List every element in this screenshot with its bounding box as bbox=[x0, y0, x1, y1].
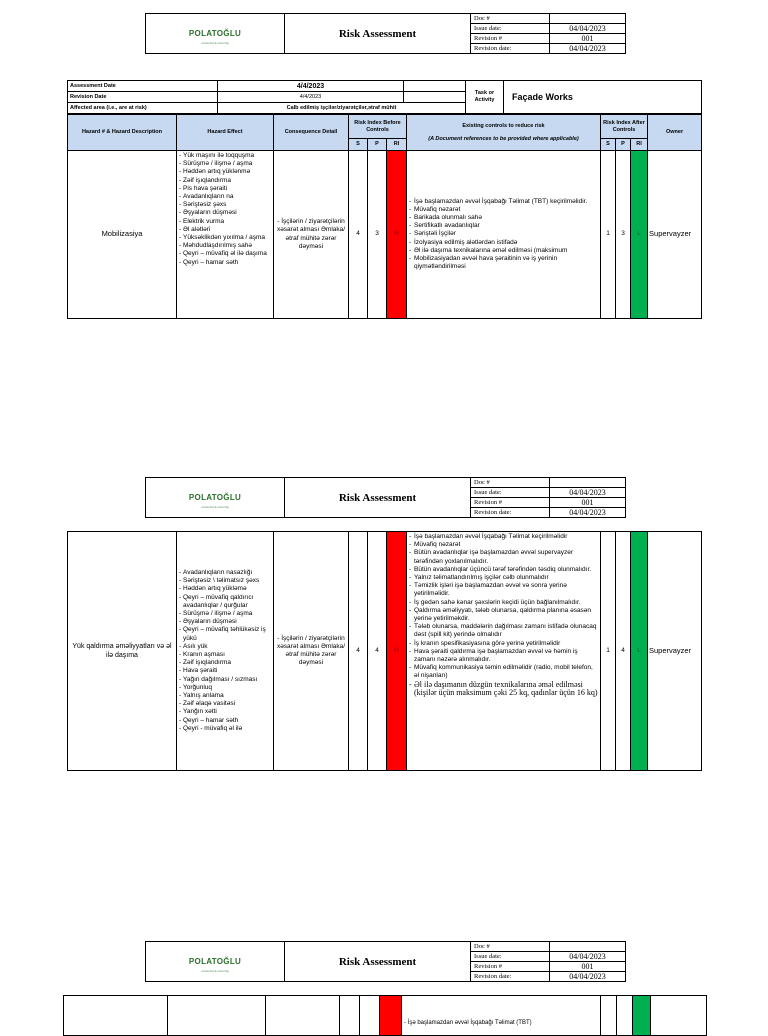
col-owner: Owner bbox=[648, 115, 702, 151]
doc-number-label: Doc # bbox=[471, 478, 550, 488]
list-item: - Əşyaların düşməsi bbox=[179, 209, 271, 217]
controls-cell bbox=[407, 532, 601, 771]
owner-cell: Supervayzer bbox=[648, 532, 702, 771]
ri-before-cell: H bbox=[387, 151, 407, 319]
list-item: - İş kranın spesifikasiyasına görə yerinə yetirilməlidir bbox=[409, 640, 598, 648]
list-item: - Həddən artıq yüklənmə bbox=[179, 168, 271, 176]
p-before-cell: 3 bbox=[368, 151, 387, 319]
list-item: - İzolyasiya edilmiş alətlərdən istifadə bbox=[409, 239, 598, 247]
list-item: - Müvafiq kommunikasiya təmin edilməlidir (radio, mobil telefon, əl nişanları) bbox=[409, 664, 598, 680]
hazard-cell: Mobilizasiya bbox=[68, 151, 177, 319]
doc-header-2 bbox=[145, 477, 626, 518]
list-item: - Qeyri – hamar səth bbox=[179, 717, 271, 725]
list-item: - Bütün avadanlıqlar işə başlamazdan əvvəl supervayzer tərəfindən yoxlanılmalıdır. bbox=[409, 549, 598, 565]
company-logo: POLATOĞLU construction & contracting bbox=[146, 478, 285, 518]
list-item: - Müvafiq nəzarət bbox=[409, 206, 598, 214]
list-item: - Qeyri – müvafiq əl ilə daşıma bbox=[179, 250, 271, 258]
table-row bbox=[64, 996, 707, 1036]
col-effect: Hazard Effect bbox=[177, 115, 274, 151]
s-before-cell: 4 bbox=[349, 151, 368, 319]
risk-table-1 bbox=[67, 80, 702, 319]
list-item: - Sürüşmə / ilişmə / aşma bbox=[179, 610, 271, 618]
list-item: - Avadanlıqların nasazlığı bbox=[179, 569, 271, 577]
ri-before-cell: H bbox=[387, 532, 407, 771]
consequence-cell: - İşçilərin / ziyarətçilərin xəsarət alması Əmlaka/ ətraf mühitə zərər dəyməsi bbox=[274, 151, 349, 319]
list-item: - Qeyri – müvafiq qaldırıcı avadanlıqlar / qurğular bbox=[179, 594, 271, 610]
risk-table-3 bbox=[63, 995, 707, 1036]
col-risk-before: Risk Index Before Controls bbox=[349, 115, 407, 139]
list-item: - Səriştəli İşçilər bbox=[409, 230, 598, 238]
list-item: - Yağın dağılması / sızması bbox=[179, 676, 271, 684]
list-item: - Elektrik vurma bbox=[179, 218, 271, 226]
company-logo: POLATOĞLU construction & contracting bbox=[146, 942, 285, 982]
table-row bbox=[68, 532, 702, 771]
revision-value: 001 bbox=[550, 962, 626, 972]
col-ri-after: RI bbox=[631, 139, 648, 151]
revision-date-label-info: Revision Date bbox=[68, 92, 218, 103]
col-p-after: P bbox=[616, 139, 631, 151]
table-row bbox=[68, 151, 702, 319]
revision-date-label: Revision date: bbox=[471, 44, 550, 54]
list-item: - Yalnız təlimatlandırılmış işçilər cəlb olunmalıdır bbox=[409, 574, 598, 582]
list-item: - Yanğın xətti bbox=[179, 708, 271, 716]
s-before-cell: 4 bbox=[349, 532, 368, 771]
affected-area-value: Calb edilmiş işçilər/ziyarətçilər,ətraf mühit bbox=[218, 103, 466, 114]
revision-label: Revision # bbox=[471, 498, 550, 508]
revision-value: 001 bbox=[550, 34, 626, 44]
ri-after-cell: L bbox=[631, 532, 648, 771]
doc-number-value bbox=[550, 478, 626, 488]
list-item: - Qaldırma əməliyyatı, tələb olunarsa, qaldırma planına əsasən yerinə yetirilməkdir. bbox=[409, 607, 598, 623]
controls-cell: - İşə başlamazdan əvvəl İşqabağı Təlimat (TBT) bbox=[402, 996, 601, 1036]
list-item: - Barikada olunmalı sahə bbox=[409, 214, 598, 222]
list-item: - Mobilizasiyadan əvvəl hava şəraitinin və iş yerinin qiymətləndirilməsi bbox=[409, 255, 598, 271]
effects-cell bbox=[177, 532, 274, 771]
ri-before-cell bbox=[380, 996, 402, 1036]
effects-cell bbox=[177, 151, 274, 319]
col-hazard: Hazard # & Hazard Description bbox=[68, 115, 177, 151]
revision-value: 001 bbox=[550, 498, 626, 508]
s-after-cell: 1 bbox=[601, 151, 616, 319]
ri-after-cell: L bbox=[631, 151, 648, 319]
doc-title: Risk Assessment bbox=[285, 942, 471, 982]
p-after-cell: 4 bbox=[616, 532, 631, 771]
col-s-before: S bbox=[349, 139, 368, 151]
list-item: - Yük maşını ilə toqquşma bbox=[179, 152, 271, 160]
task-label: Task or Activity bbox=[466, 81, 504, 114]
risk-table-2 bbox=[67, 531, 702, 771]
revision-date-value: 04/04/2023 bbox=[550, 972, 626, 982]
p-after-cell: 3 bbox=[616, 151, 631, 319]
list-item: - Səriştəsiz şəxs bbox=[179, 201, 271, 209]
list-item: - Bütün avadanlıqlar üçüncü tərəf tərəfindən təsdiq olunmalıdır. bbox=[409, 566, 598, 574]
issue-date-value: 04/04/2023 bbox=[550, 488, 626, 498]
issue-date-value: 04/04/2023 bbox=[550, 24, 626, 34]
issue-date-label: Issue date: bbox=[471, 24, 550, 34]
list-item: - Müvafiq nəzarət bbox=[409, 541, 598, 549]
doc-number-label: Doc # bbox=[471, 942, 550, 952]
list-item: - Sürüşmə / ilişmə / aşma bbox=[179, 160, 271, 168]
list-item: - Hava şəraiti bbox=[179, 667, 271, 675]
revision-date-label: Revision date: bbox=[471, 508, 550, 518]
list-item: - Qeyri – müvafiq təhlükəsiz iş yükü bbox=[179, 626, 271, 642]
list-item: - Avadanlıqların na bbox=[179, 193, 271, 201]
list-item: - Zəif işıqlandırma bbox=[179, 659, 271, 667]
list-item: - Tələb olunarsa, maddələrin dağılması zamanı istifadə olunacaq dəst (spill kit) yerində olmalıdır bbox=[409, 623, 598, 639]
list-item: - İş gedən sahə kənar şəxslərin keçidi üçün bağlanılmalıdır. bbox=[409, 599, 598, 607]
list-item: - Əl ilə daşıma texnikalarına əməl edilməsi (maksimum bbox=[409, 247, 598, 255]
revision-label: Revision # bbox=[471, 962, 550, 972]
list-item: - Qeyri – hamar səth bbox=[179, 259, 271, 267]
doc-number-value bbox=[550, 942, 626, 952]
issue-date-value: 04/04/2023 bbox=[550, 952, 626, 962]
list-item: - Təmizlik işləri işə başlamazdan əvvəl və sonra yerinə yetirilməlidir. bbox=[409, 582, 598, 598]
doc-number-value bbox=[550, 14, 626, 24]
list-item: - İşə başlamazdan əvvəl İşqabağı Təlimat keçirilməlidir bbox=[409, 533, 598, 541]
list-item: - Sertifikatlı avadanlıqlar bbox=[409, 222, 598, 230]
list-item: - Yüksəklikdən yıxılma / aşma bbox=[179, 234, 271, 242]
col-s-after: S bbox=[601, 139, 616, 151]
col-p-before: P bbox=[368, 139, 387, 151]
consequence-cell: - İşçilərin / ziyarətçilərin xəsarət alması Əmlaka/ ətraf mühitə zərər dəyməsi bbox=[274, 532, 349, 771]
col-risk-after: Risk Index After Controls bbox=[601, 115, 648, 139]
list-item: - Asılı yük bbox=[179, 643, 271, 651]
issue-date-label: Issue date: bbox=[471, 952, 550, 962]
controls-note: (A Document references to be provided where applicable) bbox=[428, 135, 579, 142]
doc-header-3 bbox=[145, 941, 626, 982]
task-value: Façade Works bbox=[504, 81, 702, 114]
col-consequence: Consequence Detail bbox=[274, 115, 349, 151]
list-item: - Zəif işıqlandırma bbox=[179, 177, 271, 185]
hazard-cell: Yük qaldırma əməliyyatları və əl ilə daşıma bbox=[68, 532, 177, 771]
list-item: - Əl alətləri bbox=[179, 226, 271, 234]
company-logo: POLATOĞLU construction & contracting bbox=[146, 14, 285, 54]
doc-title: Risk Assessment bbox=[285, 478, 471, 518]
assessment-date-label: Assessment Date bbox=[68, 81, 218, 92]
revision-date-value-info: 4/4/2023 bbox=[218, 92, 404, 103]
doc-header-1 bbox=[145, 13, 626, 54]
revision-date-label: Revision date: bbox=[471, 972, 550, 982]
list-item: - Hava şəraiti qaldırma işə başlamazdan əvvəl və həmin iş zamanı nəzərə alınmalıdır. bbox=[409, 648, 598, 664]
list-item: - Əl ilə daşımanın düzgün texnikalarına əməl edilməsi (kişilər üçün maksimum çəki 25 kq, qadınlar üçün 16 kq) bbox=[409, 681, 598, 698]
doc-number-label: Doc # bbox=[471, 14, 550, 24]
list-item: - İşə başlamazdan əvvəl İşqabağı Təlimat (TBT) keçirilməlidir. bbox=[409, 198, 598, 206]
list-item: - Yorğunluq bbox=[179, 684, 271, 692]
doc-title: Risk Assessment bbox=[285, 14, 471, 54]
list-item: - Zəif əlaqə vasitəsi bbox=[179, 700, 271, 708]
s-after-cell: 1 bbox=[601, 532, 616, 771]
list-item: - Əşyaların düşməsi bbox=[179, 618, 271, 626]
controls-cell bbox=[407, 151, 601, 319]
owner-cell: Supervayzer bbox=[648, 151, 702, 319]
revision-date-value: 04/04/2023 bbox=[550, 44, 626, 54]
col-controls: Existing controls to reduce risk (A Document references to be provided where applicable) bbox=[407, 115, 601, 151]
assessment-date-value: 4/4/2023 bbox=[218, 81, 404, 92]
revision-date-value: 04/04/2023 bbox=[550, 508, 626, 518]
list-item: - Məhdudlaşdırılmış sahə bbox=[179, 242, 271, 250]
issue-date-label: Issue date: bbox=[471, 488, 550, 498]
list-item: - Kranın aşması bbox=[179, 651, 271, 659]
list-item: - Səriştəsiz \ təlimatsız şəxs bbox=[179, 577, 271, 585]
list-item: - Həddən artıq yükləmə bbox=[179, 585, 271, 593]
col-ri-before: RI bbox=[387, 139, 407, 151]
list-item: - Yalnış anlama bbox=[179, 692, 271, 700]
list-item: - Qeyri - müvafiq əl ilə bbox=[179, 725, 271, 733]
p-before-cell: 4 bbox=[368, 532, 387, 771]
revision-label: Revision # bbox=[471, 34, 550, 44]
list-item: - Pis hava şəraiti bbox=[179, 185, 271, 193]
affected-area-label: Affected area (i.e., are at risk) bbox=[68, 103, 218, 114]
ri-after-cell bbox=[633, 996, 651, 1036]
